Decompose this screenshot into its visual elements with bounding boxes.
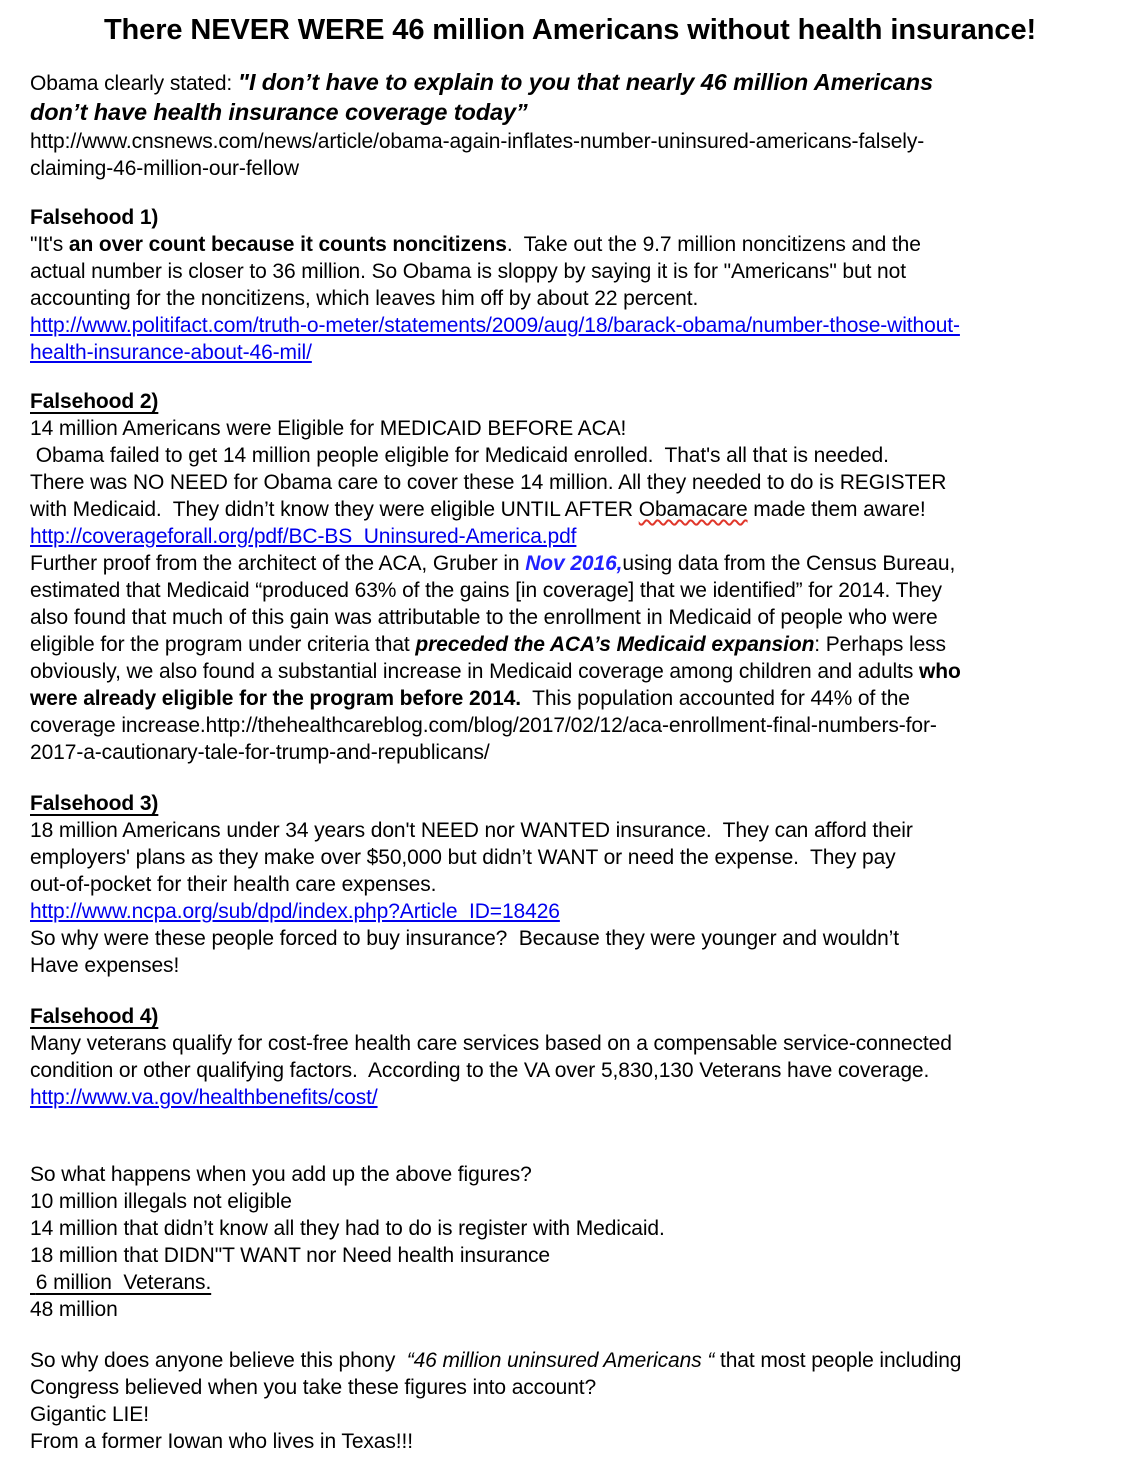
text-run: claiming-46-million-our-fellow (30, 157, 299, 180)
text-run: From a former Iowan who lives in Texas!!! (30, 1430, 413, 1453)
document-title (30, 12, 1110, 48)
text-run: : Perhaps less (814, 633, 946, 656)
text-run: were already eligible for the program before 2014. (30, 687, 522, 710)
falsehood-4-section (30, 1003, 1110, 1111)
text-run: made them aware! (747, 498, 926, 521)
falsehood-3-section (30, 790, 1110, 979)
cnsnews-url-paragraph (30, 128, 1110, 182)
coverageforall-link[interactable]: http://coverageforall.org/pdf/BC-BS_Uninsured-America.pdf (30, 525, 577, 548)
text-run: that most people including (714, 1349, 962, 1372)
politifact-link-continued[interactable]: health-insurance-about-46-mil/ (30, 341, 312, 364)
text-run: condition or other qualifying factors. According to the VA over 5,830,130 Veterans have coverage. (30, 1059, 930, 1082)
text-run: 2017-a-cautionary-tale-for-trump-and-republicans/ (30, 741, 490, 764)
text-run: Further proof from the architect of the ACA, Gruber in (30, 552, 526, 575)
text-run: an over count because it counts noncitizens (68, 233, 507, 256)
misspelled-word-obamacare: Obamacare (638, 498, 748, 521)
text-run: So what happens when you add up the above figures? (30, 1163, 532, 1186)
text-run: employers' plans as they make over $50,000 but didn’t WANT or need the expense. They pay (30, 846, 896, 869)
text-run: This population accounted for 44% of the (521, 687, 910, 710)
falsehood-4-heading: Falsehood 4) (30, 1005, 159, 1028)
text-run: Obama clearly stated: (30, 72, 238, 95)
text-run: Congress believed when you take these figures into account? (30, 1376, 597, 1399)
text-run: estimated that Medicaid “produced 63% of the gains [in coverage] that we identified” for 2014. They (30, 579, 942, 602)
sum-section (30, 1161, 1110, 1323)
text-run: There NEVER WERE 46 million Americans without health insurance! (103, 14, 1037, 46)
falsehood-1-section (30, 204, 1110, 366)
text-run: also found that much of this gain was attributable to the enrollment in Medicaid of people who were (30, 606, 938, 629)
text-run: obviously, we also found a substantial increase in Medicaid coverage among children and adults (30, 660, 919, 683)
text-run: "It's (30, 233, 69, 256)
text-run: http://www.cnsnews.com/news/article/obama-again-inflates-number-uninsured-americans-falsely- (30, 130, 925, 153)
text-run: 18 million Americans under 34 years don't NEED nor WANTED insurance. They can afford their (30, 819, 913, 842)
va-gov-link[interactable]: http://www.va.gov/healthbenefits/cost/ (30, 1086, 378, 1109)
nov-2016-highlight: Nov 2016, (525, 552, 623, 575)
text-run: don’t have health insurance coverage today” (30, 99, 528, 125)
text-run: 18 million that DIDN"T WANT nor Need health insurance (30, 1244, 550, 1267)
text-run: who (918, 660, 961, 683)
sum-result: 48 million (30, 1298, 118, 1321)
text-run: actual number is closer to 36 million. So Obama is sloppy by saying it is for "Americans" but not (30, 260, 906, 283)
text-run: Gigantic LIE! (30, 1403, 149, 1426)
text-run: using data from the Census Bureau, (622, 552, 956, 575)
text-run: 14 million that didn’t know all they had to do is register with Medicaid. (30, 1217, 665, 1240)
text-run: with Medicaid. They didn’t know they were eligible UNTIL AFTER (30, 498, 639, 521)
text-run: eligible for the program under criteria that (30, 633, 416, 656)
text-run: out-of-pocket for their health care expenses. (30, 873, 437, 896)
text-run: Obama failed to get 14 million people eligible for Medicaid enrolled. That's all that is needed. (30, 444, 889, 467)
text-run: So why were these people forced to buy insurance? Because they were younger and wouldn’t (30, 927, 899, 950)
text-run: Have expenses! (30, 954, 180, 977)
text-run: 10 million illegals not eligible (30, 1190, 292, 1213)
falsehood-3-heading: Falsehood 3) (30, 792, 159, 815)
falsehood-2-section (30, 388, 1110, 766)
text-run: coverage increase.http://thehealthcareblog.com/blog/2017/02/12/aca-enrollment-final-numbers-for- (30, 714, 937, 737)
text-run: preceded the ACA’s Medicaid expansion (415, 633, 815, 656)
text-run: “46 million uninsured Americans “ (406, 1349, 715, 1372)
sum-total-line: 6 million Veterans. (30, 1271, 212, 1294)
text-run: 14 million Americans were Eligible for MEDICAID BEFORE ACA! (30, 417, 627, 440)
text-run: . Take out the 9.7 million noncitizens and the (506, 233, 921, 256)
text-run: There was NO NEED for Obama care to cover these 14 million. All they needed to do is REGISTER (30, 471, 947, 494)
obama-quote-paragraph (30, 68, 1110, 128)
text-run: Many veterans qualify for cost-free health care services based on a compensable service-connected (30, 1032, 952, 1055)
falsehood-2-heading: Falsehood 2) (30, 390, 159, 413)
text-run: accounting for the noncitizens, which leaves him off by about 22 percent. (30, 287, 699, 310)
text-run: So why does anyone believe this phony (30, 1349, 407, 1372)
politifact-link[interactable]: http://www.politifact.com/truth-o-meter/statements/2009/aug/18/barack-obama/number-those-without- (30, 314, 960, 337)
ncpa-link[interactable]: http://www.ncpa.org/sub/dpd/index.php?Article_ID=18426 (30, 900, 560, 923)
falsehood-1-heading: Falsehood 1) (30, 206, 159, 229)
conclusion-section (30, 1347, 1110, 1455)
text-run: "I don’t have to explain to you that nearly 46 million Americans (237, 69, 933, 95)
